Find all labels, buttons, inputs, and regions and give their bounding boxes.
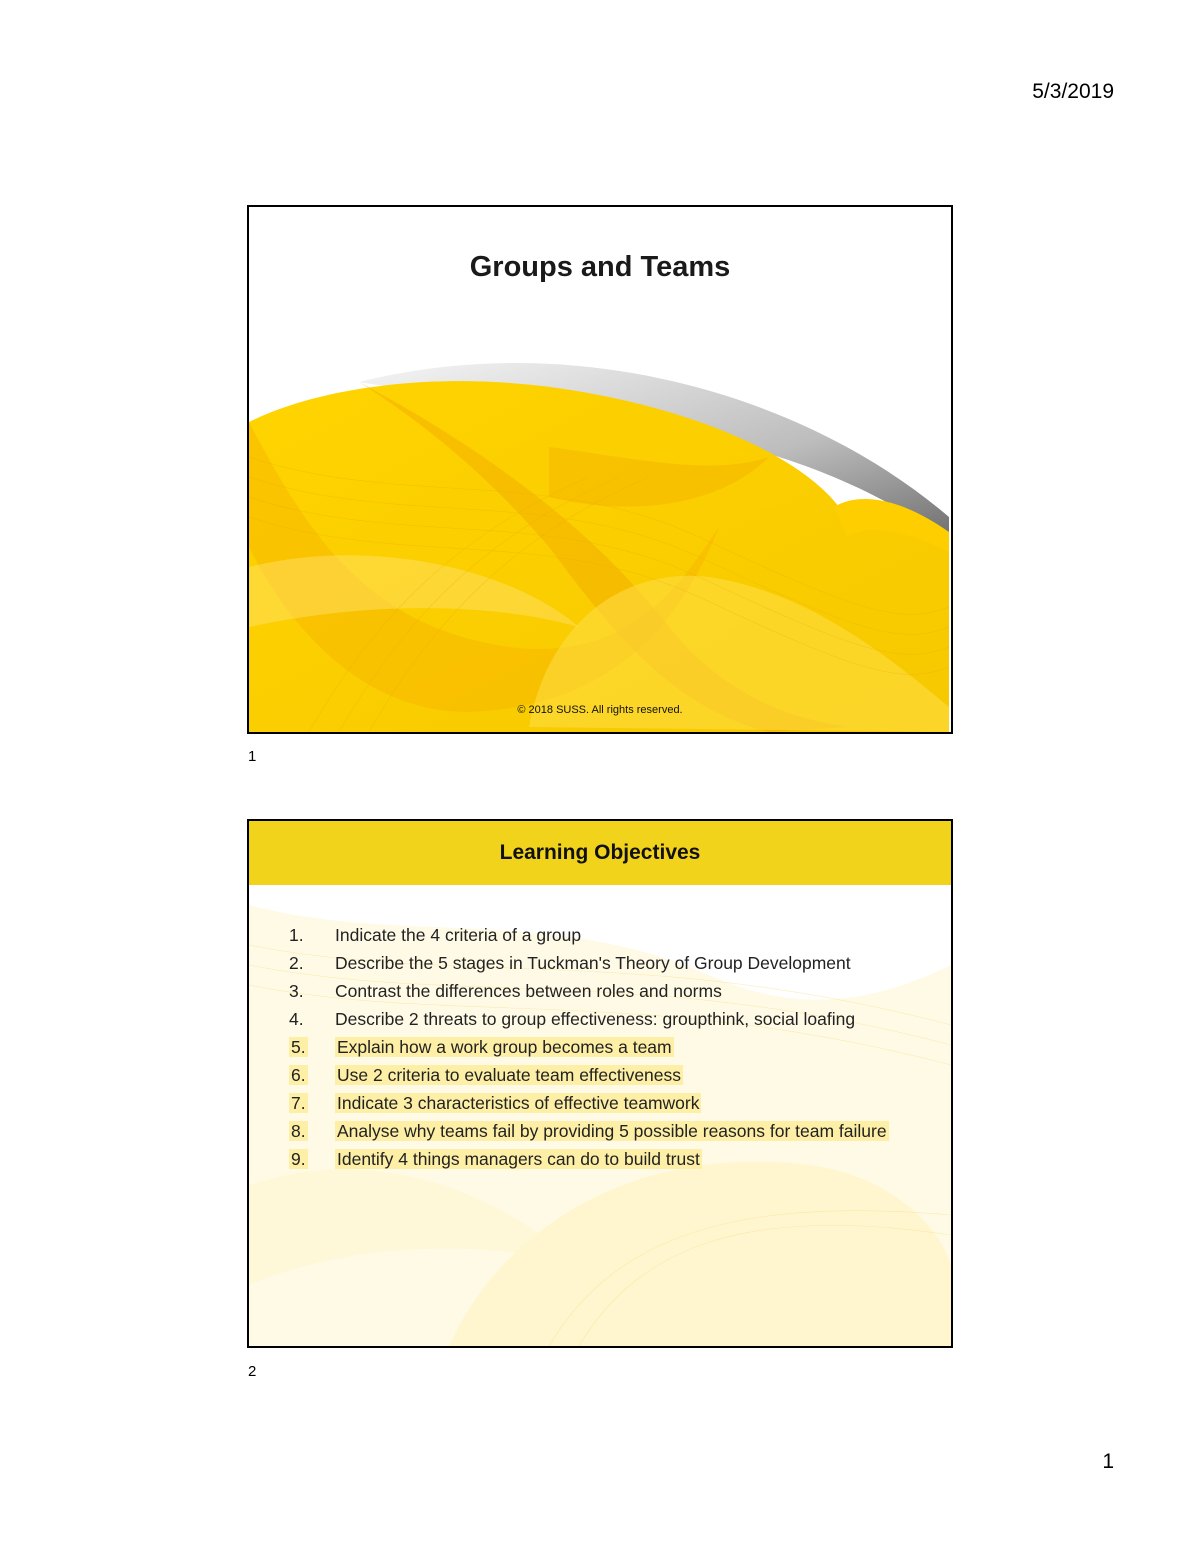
objective-number: 9. (291, 1149, 306, 1169)
objective-text: Identify 4 things managers can do to build trust (337, 1149, 700, 1169)
objective-item-highlighted (285, 1064, 925, 1087)
objective-number: 7. (291, 1093, 306, 1113)
slide-2-title: Learning Objectives (499, 841, 701, 864)
objective-number: 4. (289, 1009, 304, 1029)
slide-2 (247, 819, 953, 1348)
objective-item (285, 952, 925, 975)
objective-item-highlighted (285, 1120, 925, 1143)
objective-number: 6. (291, 1065, 306, 1085)
objective-text: Explain how a work group becomes a team (337, 1037, 672, 1057)
objective-text: Indicate the 4 criteria of a group (335, 925, 582, 945)
slide-1-background-art (249, 207, 951, 732)
slide-1-label: 1 (248, 748, 257, 765)
objective-number: 1. (289, 925, 304, 945)
objective-item (285, 924, 925, 947)
objective-number: 5. (291, 1037, 306, 1057)
objective-item-highlighted (285, 1148, 925, 1171)
objective-text: Indicate 3 characteristics of effective teamwork (337, 1093, 700, 1113)
slide-1-title: Groups and Teams (469, 251, 731, 283)
objectives-list (285, 924, 925, 1176)
objective-number: 8. (291, 1121, 306, 1141)
copyright-notice: © 2018 SUSS. All rights reserved. (517, 704, 683, 716)
objective-text: Describe 2 threats to group effectiveness: groupthink, social loafing (335, 1009, 856, 1029)
objective-item-highlighted (285, 1036, 925, 1059)
objective-text: Describe the 5 stages in Tuckman's Theory of Group Development (335, 953, 851, 973)
objective-number: 3. (289, 981, 304, 1001)
objective-text: Use 2 criteria to evaluate team effectiveness (337, 1065, 682, 1085)
slide-1 (247, 205, 953, 734)
page-number: 1 (1102, 1450, 1114, 1473)
objective-item (285, 1008, 925, 1031)
objective-item (285, 980, 925, 1003)
objective-number: 2. (289, 953, 304, 973)
objective-text: Analyse why teams fail by providing 5 possible reasons for team failure (337, 1121, 887, 1141)
slide-2-label: 2 (248, 1363, 257, 1380)
objective-text: Contrast the differences between roles and norms (335, 981, 722, 1001)
page-date: 5/3/2019 (1032, 80, 1114, 103)
objective-item-highlighted (285, 1092, 925, 1115)
